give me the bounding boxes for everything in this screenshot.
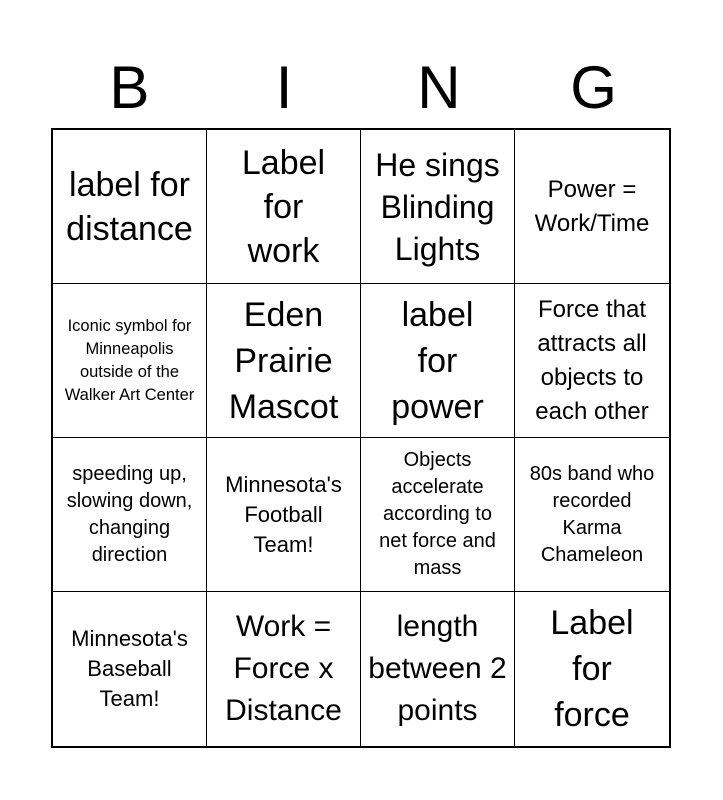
bingo-cell[interactable] [515,592,669,746]
bingo-cell[interactable] [53,284,207,438]
bingo-cell[interactable] [361,592,515,746]
bingo-cell[interactable] [207,438,361,592]
bingo-cell[interactable] [207,284,361,438]
header-letter-n: N [417,54,461,121]
cell-text: Minnesota's Football Team! [225,471,342,557]
bingo-cell[interactable] [361,130,515,284]
bingo-cell[interactable] [53,130,207,284]
bingo-grid [51,128,671,748]
cell-text: Eden Prairie Mascot [228,295,339,426]
cell-text: He sings Blinding Lights [375,146,500,267]
bingo-cell[interactable] [207,592,361,746]
cell-text: Force that attracts all objects to each other [535,295,649,425]
header-letter-g: G [570,54,617,121]
cell-text: label for power [391,295,484,426]
cell-text: speeding up, slowing down, changing direction [66,462,193,566]
bingo-cell[interactable] [515,284,669,438]
cell-text: Minnesota's Baseball Team! [71,626,188,711]
cell-text: 80s band who recorded Karma Chameleon [529,462,655,566]
bingo-header [52,52,671,124]
bingo-cell[interactable] [207,130,361,284]
header-letter-b: B [109,54,150,121]
bingo-cell[interactable] [361,438,515,592]
cell-text: Label for work [241,143,326,270]
bingo-cell[interactable] [53,438,207,592]
cell-text: Iconic symbol for Minneapolis outside of the Walker Art Center [64,316,195,404]
cell-text: Objects accelerate according to net force and mass [379,449,496,579]
bingo-cell[interactable] [361,284,515,438]
cell-text: label for distance [66,165,193,248]
bingo-cell[interactable] [53,592,207,746]
cell-text: Work = Force x Distance [225,610,342,727]
cell-text: length between 2 points [368,610,507,727]
bingo-cell[interactable] [515,130,669,284]
cell-text: Power = Work/Time [534,175,650,237]
cell-text: Label for force [550,604,634,734]
header-letter-i: I [275,54,293,121]
bingo-cell[interactable] [515,438,669,592]
